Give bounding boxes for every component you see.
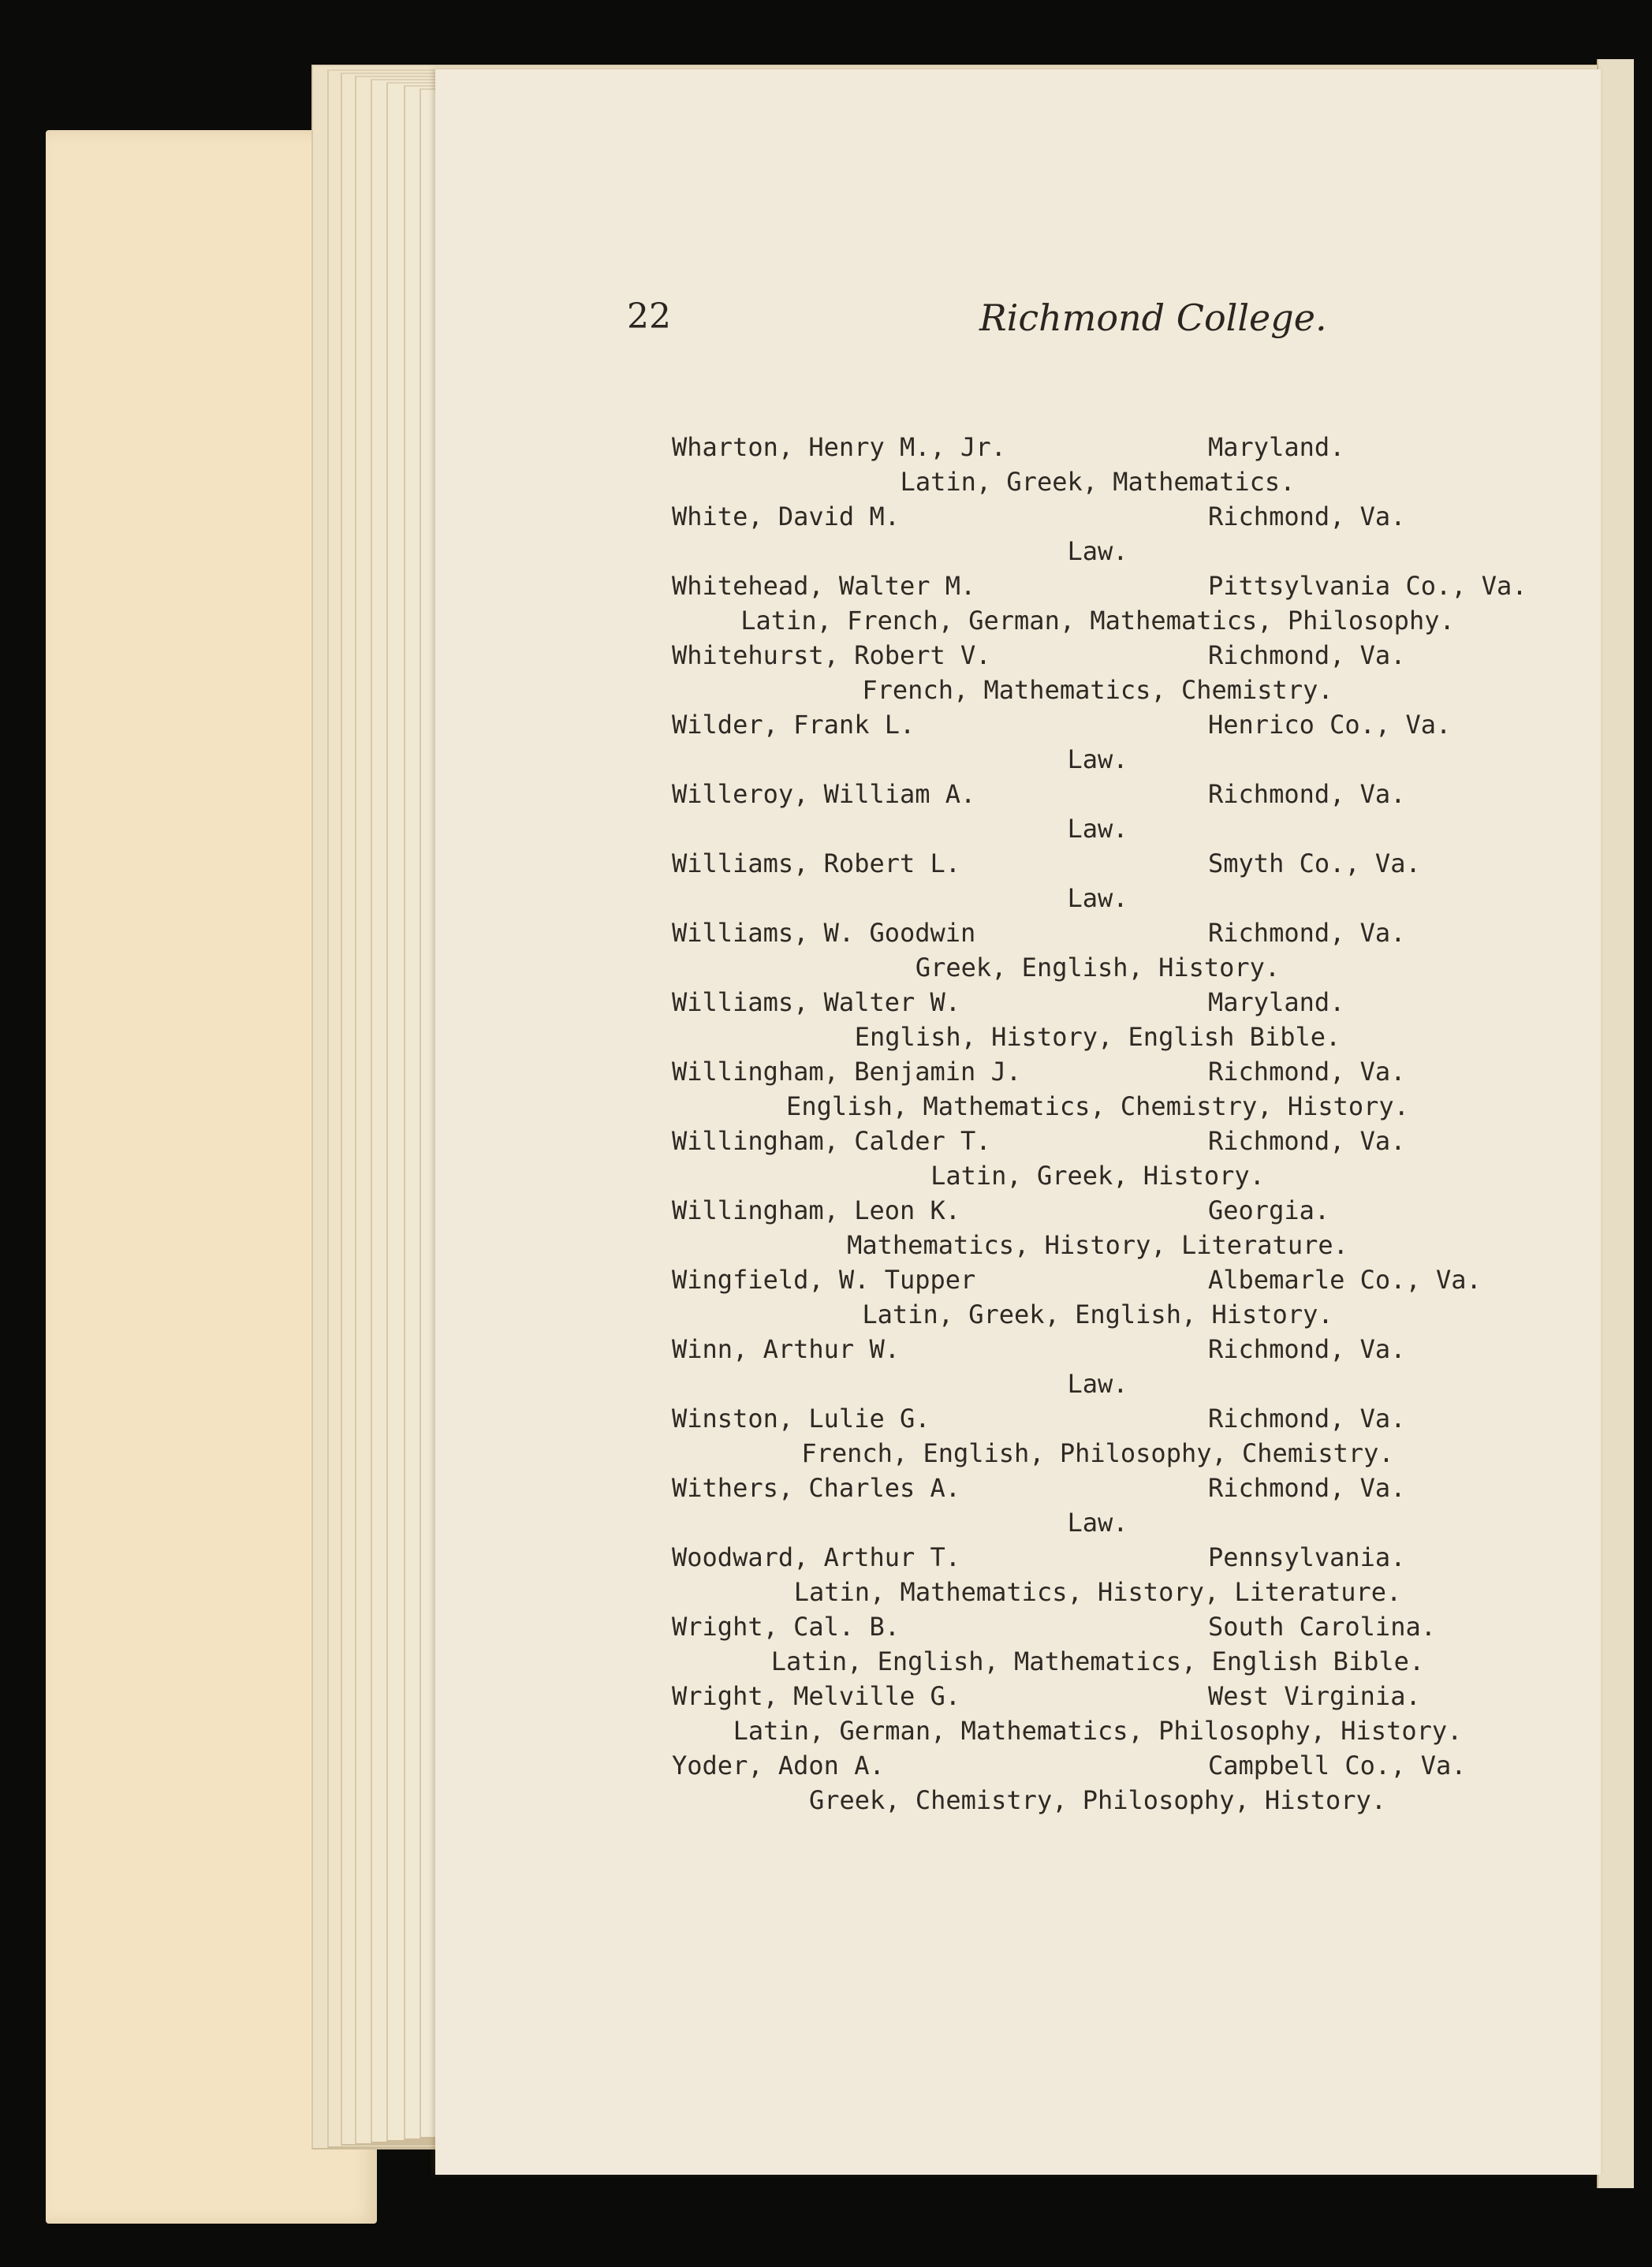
student-name: Winston, Lulie G. <box>672 1404 930 1434</box>
student-home: Pittsylvania Co., Va. <box>1208 571 1527 601</box>
running-title: Richmond College. <box>979 296 1327 339</box>
student-entry <box>672 848 1587 918</box>
student-name: Williams, Walter W. <box>672 987 961 1017</box>
student-entry <box>672 918 1587 987</box>
student-subjects: Greek, English, History. <box>915 953 1281 982</box>
student-entry <box>672 1404 1587 1473</box>
student-subjects: French, Mathematics, Chemistry. <box>862 675 1333 705</box>
student-entry <box>672 501 1587 571</box>
student-entry <box>672 1057 1587 1126</box>
student-entry <box>672 1265 1587 1334</box>
student-name: Willingham, Calder T. <box>672 1126 991 1156</box>
student-subjects: Latin, Greek, Mathematics. <box>900 467 1296 497</box>
student-name: Whitehurst, Robert V. <box>672 640 991 670</box>
student-entry <box>672 710 1587 779</box>
student-entry <box>672 1473 1587 1542</box>
student-subjects: Law. <box>1067 536 1128 566</box>
student-subjects: Latin, Greek, History. <box>930 1161 1265 1191</box>
student-subjects: Mathematics, History, Literature. <box>847 1230 1348 1260</box>
student-home: Albemarle Co., Va. <box>1208 1265 1482 1295</box>
student-home: Richmond, Va. <box>1208 918 1406 948</box>
student-subjects: Law. <box>1067 1369 1128 1399</box>
student-name: Wilder, Frank L. <box>672 710 915 740</box>
student-entry <box>672 1681 1587 1751</box>
student-entry <box>672 1542 1587 1612</box>
student-subjects: Greek, Chemistry, Philosophy, History. <box>808 1785 1387 1815</box>
student-home: Richmond, Va. <box>1208 501 1406 531</box>
student-home: Pennsylvania. <box>1208 1542 1406 1572</box>
student-subjects: Law. <box>1067 883 1128 913</box>
student-home: Richmond, Va. <box>1208 1126 1406 1156</box>
student-subjects: French, English, Philosophy, Chemistry. <box>801 1438 1394 1468</box>
student-list <box>672 432 1587 1820</box>
student-subjects: Latin, Greek, English, History. <box>862 1299 1333 1329</box>
student-home: Smyth Co., Va. <box>1208 848 1421 878</box>
student-name: Williams, W. Goodwin <box>672 918 976 948</box>
page-number: 22 <box>627 296 671 337</box>
student-subjects: Latin, German, Mathematics, Philosophy, History. <box>733 1716 1463 1746</box>
student-home: Maryland. <box>1208 987 1345 1017</box>
student-entry <box>672 640 1587 710</box>
student-home: Georgia. <box>1208 1195 1330 1225</box>
student-name: Yoder, Adon A. <box>672 1751 885 1780</box>
student-home: Richmond, Va. <box>1208 1334 1406 1364</box>
student-name: Williams, Robert L. <box>672 848 961 878</box>
student-home: Henrico Co., Va. <box>1208 710 1452 740</box>
student-subjects: Latin, English, Mathematics, English Bible. <box>770 1646 1425 1676</box>
page-header <box>435 296 1601 360</box>
book-page <box>435 69 1601 2175</box>
student-subjects: English, History, English Bible. <box>854 1022 1341 1052</box>
student-home: Richmond, Va. <box>1208 640 1406 670</box>
student-home: Campbell Co., Va. <box>1208 1751 1467 1780</box>
student-home: Richmond, Va. <box>1208 1473 1406 1503</box>
student-subjects: English, Mathematics, Chemistry, History. <box>786 1091 1409 1121</box>
right-page-edge <box>1597 59 1634 2188</box>
student-name: Wright, Melville G. <box>672 1681 961 1711</box>
student-subjects: Law. <box>1067 744 1128 774</box>
student-name: Willingham, Leon K. <box>672 1195 961 1225</box>
student-home: Richmond, Va. <box>1208 779 1406 809</box>
student-home: Richmond, Va. <box>1208 1057 1406 1087</box>
student-entry <box>672 571 1587 640</box>
student-entry <box>672 432 1587 501</box>
student-name: Withers, Charles A. <box>672 1473 961 1503</box>
student-home: South Carolina. <box>1208 1612 1436 1642</box>
student-name: Whitehead, Walter M. <box>672 571 976 601</box>
student-entry <box>672 1612 1587 1681</box>
student-entry <box>672 987 1587 1057</box>
student-name: White, David M. <box>672 501 900 531</box>
student-subjects: Latin, Mathematics, History, Literature. <box>793 1577 1402 1607</box>
student-entry <box>672 1334 1587 1404</box>
student-name: Winn, Arthur W. <box>672 1334 900 1364</box>
student-home: West Virginia. <box>1208 1681 1421 1711</box>
student-name: Woodward, Arthur T. <box>672 1542 961 1572</box>
student-entry <box>672 1126 1587 1195</box>
student-name: Wright, Cal. B. <box>672 1612 900 1642</box>
student-subjects: Latin, French, German, Mathematics, Philosophy. <box>740 606 1455 636</box>
student-entry <box>672 779 1587 848</box>
student-home: Richmond, Va. <box>1208 1404 1406 1434</box>
student-name: Wharton, Henry M., Jr. <box>672 432 1006 462</box>
student-name: Wingfield, W. Tupper <box>672 1265 976 1295</box>
student-subjects: Law. <box>1067 1508 1128 1538</box>
student-subjects: Law. <box>1067 814 1128 844</box>
student-name: Willingham, Benjamin J. <box>672 1057 1022 1087</box>
student-home: Maryland. <box>1208 432 1345 462</box>
student-entry <box>672 1195 1587 1265</box>
student-entry <box>672 1751 1587 1820</box>
student-name: Willeroy, William A. <box>672 779 976 809</box>
